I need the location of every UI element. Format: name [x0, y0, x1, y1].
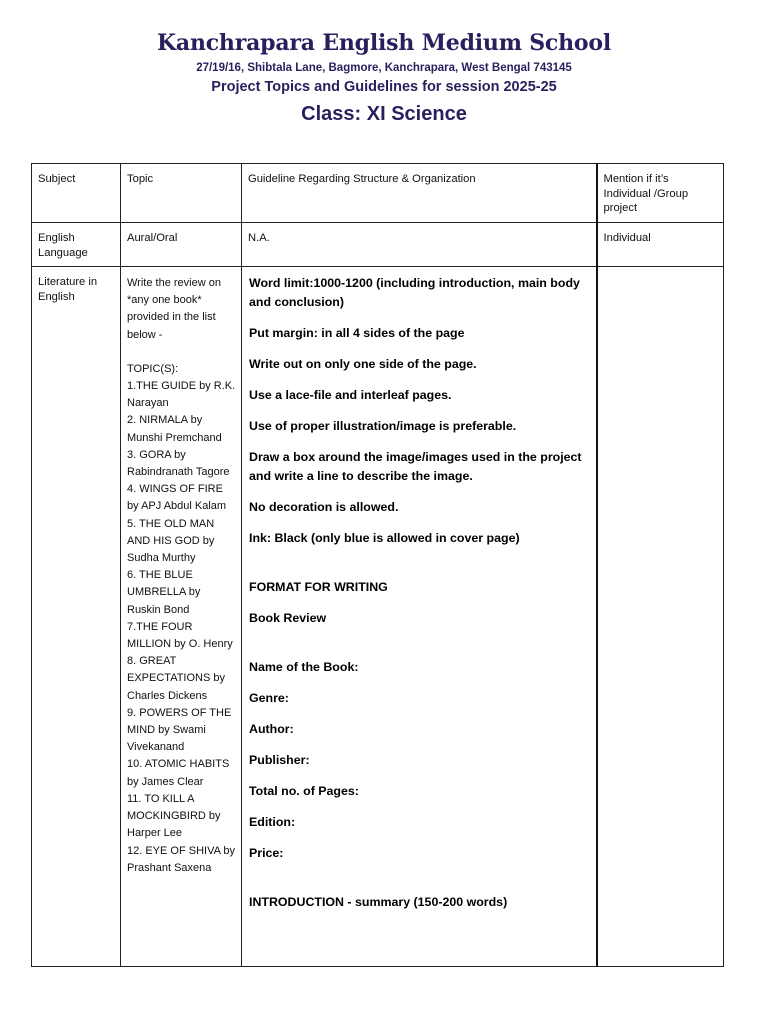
class-title: Class: XI Science: [301, 103, 467, 125]
table-row: [32, 223, 724, 267]
list-item: 11. TO KILL A MOCKINGBIRD by Harper Lee: [127, 792, 221, 840]
list-item: 9. POWERS OF THE MIND by Swami Vivekanand: [127, 706, 232, 754]
table-header-row: [32, 164, 724, 223]
format-field: Publisher:: [249, 753, 310, 767]
header-cell-subject: Subject: [32, 164, 121, 223]
format-field: Price:: [249, 846, 284, 860]
format-title: FORMAT FOR WRITING: [249, 580, 388, 594]
format-field: Name of the Book:: [249, 660, 359, 674]
row1-mention: Individual: [597, 223, 724, 267]
format-field: Author:: [249, 722, 294, 736]
guideline-list: [242, 267, 596, 912]
guideline-item: No decoration is allowed.: [249, 500, 399, 514]
list-item: 12. EYE OF SHIVA by Prashant Saxena: [127, 844, 236, 874]
guideline-item: Use of proper illustration/image is preferable.: [249, 419, 517, 433]
list-item: 8. GREAT EXPECTATIONS by Charles Dickens: [127, 655, 226, 702]
header-cell-topic: Topic: [121, 164, 242, 223]
school-name: Kanchrapara English Medium School: [156, 30, 612, 56]
topic-list: [121, 267, 241, 877]
project-table: [31, 163, 724, 967]
session-title: Project Topics and Guidelines for session 2025-25: [211, 79, 557, 95]
list-item: 6. THE BLUE UMBRELLA by Ruskin Bond: [127, 569, 201, 616]
header-cell-guideline: Guideline Regarding Structure & Organization: [242, 164, 597, 223]
format-field: Edition:: [249, 815, 296, 829]
introduction-line: INTRODUCTION - summary (150-200 words): [249, 895, 508, 909]
guideline-item: Word limit:1000-1200 (including introduction, main body and conclusion): [249, 276, 580, 309]
guideline-item: Draw a box around the image/images used in the project and write a line to describe the image.: [249, 450, 582, 483]
row2-subject: Literature in English: [32, 267, 121, 967]
row1-topic: Aural/Oral: [121, 223, 242, 267]
topic-intro: Write the review on *any one book* provided in the list below -: [127, 277, 221, 341]
row2-mention: [597, 267, 724, 967]
format-field: Total no. of Pages:: [249, 784, 359, 798]
school-address: 27/19/16, Shibtala Lane, Bagmore, Kanchrapara, West Bengal 743145: [196, 62, 572, 74]
list-item: 10. ATOMIC HABITS by James Clear: [127, 758, 230, 788]
row1-subject: English Language: [32, 223, 121, 267]
list-item: 3. GORA by Rabindranath Tagore: [127, 448, 230, 479]
guideline-item: Use a lace-file and interleaf pages.: [249, 388, 452, 402]
format-subtitle: Book Review: [249, 611, 327, 625]
row2-guideline: [242, 267, 597, 967]
topics-label: TOPIC(S):: [127, 362, 179, 375]
list-item: 2. NIRMALA by Munshi Premchand: [127, 414, 222, 444]
list-item: 1.THE GUIDE by R.K. Narayan: [127, 380, 236, 410]
list-item: 5. THE OLD MAN AND HIS GOD by Sudha Murthy: [127, 517, 215, 565]
list-item: 4. WINGS OF FIRE by APJ Abdul Kalam: [127, 483, 227, 513]
format-field: Genre:: [249, 691, 289, 705]
guideline-item: Put margin: in all 4 sides of the page: [249, 326, 465, 340]
row2-topic: [121, 267, 242, 967]
guideline-item: Write out on only one side of the page.: [249, 357, 477, 371]
table-row: [32, 267, 724, 967]
header-cell-mention: Mention if it’s Individual /Group project: [597, 164, 724, 223]
list-item: 7.THE FOUR MILLION by O. Henry: [127, 620, 233, 651]
guideline-item: Ink: Black (only blue is allowed in cover page): [249, 531, 520, 545]
row1-guideline: N.A.: [242, 223, 597, 267]
